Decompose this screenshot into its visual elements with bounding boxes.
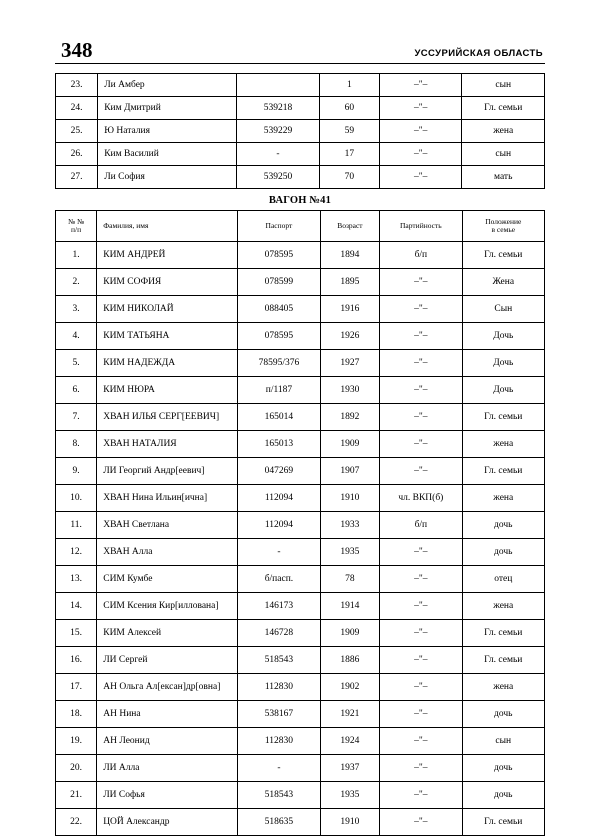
column-header-position-line2: в семье xyxy=(491,225,516,234)
row-age: 1909 xyxy=(320,431,380,458)
table-row xyxy=(56,350,545,377)
table-row xyxy=(56,296,545,323)
row-number: 11. xyxy=(56,512,97,539)
row-age: 1914 xyxy=(320,593,380,620)
row-party: –"– xyxy=(380,323,462,350)
row-age: 1886 xyxy=(320,647,380,674)
row-party: –"– xyxy=(380,377,462,404)
row-age: 1916 xyxy=(320,296,380,323)
row-name: ХВАН ИЛЬЯ СЕРГ[ЕЕВИЧ] xyxy=(97,404,238,431)
row-passport: 146728 xyxy=(238,620,320,647)
table-row xyxy=(56,485,545,512)
row-position: мать xyxy=(462,166,545,189)
column-header-number-line1: № № xyxy=(68,216,85,226)
row-number: 27. xyxy=(56,166,98,189)
table-row xyxy=(56,458,545,485)
row-name: АН Леонид xyxy=(97,728,238,755)
row-position: жена xyxy=(462,593,544,620)
row-number: 22. xyxy=(56,809,97,836)
column-header-number xyxy=(56,211,97,242)
row-age: 1935 xyxy=(320,539,380,566)
row-number: 2. xyxy=(56,269,97,296)
continued-roster-table xyxy=(55,73,545,189)
row-position: Гл. семьи xyxy=(462,242,544,269)
row-name: ЛИ Сергей xyxy=(97,647,238,674)
row-passport: 146173 xyxy=(238,593,320,620)
page-header xyxy=(55,40,545,61)
row-position: жена xyxy=(462,674,544,701)
page-number: 348 xyxy=(61,38,93,62)
table-row xyxy=(56,97,545,120)
row-number: 23. xyxy=(56,74,98,97)
row-passport: 078595 xyxy=(238,242,320,269)
row-age: 1895 xyxy=(320,269,380,296)
table-row xyxy=(56,242,545,269)
row-party: –"– xyxy=(380,674,462,701)
row-number: 9. xyxy=(56,458,97,485)
row-position: дочь xyxy=(462,512,544,539)
table-row xyxy=(56,74,545,97)
row-position: дочь xyxy=(462,782,544,809)
table-row xyxy=(56,620,545,647)
row-number: 14. xyxy=(56,593,97,620)
row-party: чл. ВКП(б) xyxy=(380,485,462,512)
row-passport: 165013 xyxy=(238,431,320,458)
row-party: –"– xyxy=(380,593,462,620)
table-row xyxy=(56,782,545,809)
row-passport: 112830 xyxy=(238,728,320,755)
row-age: 1902 xyxy=(320,674,380,701)
row-party: –"– xyxy=(380,296,462,323)
row-passport: 078599 xyxy=(238,269,320,296)
row-passport: 518543 xyxy=(238,647,320,674)
wagon-roster-body xyxy=(56,242,545,836)
row-passport: 538167 xyxy=(238,701,320,728)
row-number: 20. xyxy=(56,755,97,782)
header-rule xyxy=(55,63,545,64)
row-passport: 539218 xyxy=(237,97,320,120)
row-number: 16. xyxy=(56,647,97,674)
row-party: –"– xyxy=(380,809,462,836)
row-number: 4. xyxy=(56,323,97,350)
row-age: 1894 xyxy=(320,242,380,269)
row-party: –"– xyxy=(380,431,462,458)
row-party: –"– xyxy=(379,120,462,143)
row-party: б/п xyxy=(380,512,462,539)
row-age: 1910 xyxy=(320,809,380,836)
row-position: дочь xyxy=(462,701,544,728)
row-number: 19. xyxy=(56,728,97,755)
row-passport: 539250 xyxy=(237,166,320,189)
row-name: ХВАН Нина Ильин[ична] xyxy=(97,485,238,512)
row-age: 1927 xyxy=(320,350,380,377)
row-position: сын xyxy=(462,74,545,97)
row-position: Гл. семьи xyxy=(462,809,544,836)
row-number: 7. xyxy=(56,404,97,431)
row-number: 13. xyxy=(56,566,97,593)
row-number: 12. xyxy=(56,539,97,566)
row-passport: - xyxy=(238,755,320,782)
row-party: –"– xyxy=(379,74,462,97)
row-party: –"– xyxy=(380,539,462,566)
row-number: 25. xyxy=(56,120,98,143)
row-party: –"– xyxy=(380,620,462,647)
row-party: –"– xyxy=(379,97,462,120)
row-position: Сын xyxy=(462,296,544,323)
row-name: АН Нина xyxy=(97,701,238,728)
row-party: –"– xyxy=(380,458,462,485)
row-age: 1930 xyxy=(320,377,380,404)
row-number: 21. xyxy=(56,782,97,809)
row-position: сын xyxy=(462,728,544,755)
column-header-age: Возраст xyxy=(320,211,380,242)
table-row xyxy=(56,674,545,701)
row-age: 17 xyxy=(319,143,379,166)
row-number: 8. xyxy=(56,431,97,458)
row-age: 1 xyxy=(319,74,379,97)
row-age: 59 xyxy=(319,120,379,143)
row-party: –"– xyxy=(380,701,462,728)
table-row xyxy=(56,647,545,674)
row-position: сын xyxy=(462,143,545,166)
row-position: Дочь xyxy=(462,323,544,350)
row-position: Гл. семьи xyxy=(462,458,544,485)
row-name: ЦОЙ Александр xyxy=(97,809,238,836)
table-row xyxy=(56,701,545,728)
row-number: 26. xyxy=(56,143,98,166)
row-party: –"– xyxy=(380,782,462,809)
row-passport xyxy=(237,74,320,97)
row-party: –"– xyxy=(380,350,462,377)
row-position: жена xyxy=(462,485,544,512)
row-name: ЛИ Георгий Андр[еевич] xyxy=(97,458,238,485)
row-position: дочь xyxy=(462,755,544,782)
row-position: дочь xyxy=(462,539,544,566)
table-row xyxy=(56,728,545,755)
wagon-title: ВАГОН №41 xyxy=(268,195,332,206)
column-header-party: Партийность xyxy=(380,211,462,242)
row-passport: - xyxy=(237,143,320,166)
row-party: –"– xyxy=(380,404,462,431)
row-name: Ли София xyxy=(98,166,237,189)
column-header-name: Фамилия, имя xyxy=(97,211,238,242)
row-party: –"– xyxy=(380,566,462,593)
row-passport: 539229 xyxy=(237,120,320,143)
row-position: Гл. семьи xyxy=(462,620,544,647)
row-passport: б/пасп. xyxy=(238,566,320,593)
row-name: Ким Дмитрий xyxy=(98,97,237,120)
row-name: КИМ Алексей xyxy=(97,620,238,647)
row-number: 24. xyxy=(56,97,98,120)
row-name: КИМ СОФИЯ xyxy=(97,269,238,296)
column-header-number-line2: п/п xyxy=(71,225,82,234)
row-name: КИМ НЮРА xyxy=(97,377,238,404)
row-party: –"– xyxy=(380,269,462,296)
row-name: КИМ ТАТЬЯНА xyxy=(97,323,238,350)
row-name: ХВАН Светлана xyxy=(97,512,238,539)
row-name: ЛИ Софья xyxy=(97,782,238,809)
table-row xyxy=(56,323,545,350)
row-number: 1. xyxy=(56,242,97,269)
running-head: УССУРИЙСКАЯ ОБЛАСТЬ xyxy=(414,48,543,59)
row-passport: - xyxy=(238,539,320,566)
table-row xyxy=(56,755,545,782)
row-name: ХВАН НАТАЛИЯ xyxy=(97,431,238,458)
row-name: СИМ Кумбе xyxy=(97,566,238,593)
row-age: 60 xyxy=(319,97,379,120)
row-name: ЛИ Алла xyxy=(97,755,238,782)
row-number: 6. xyxy=(56,377,97,404)
table-row xyxy=(56,539,545,566)
row-name: Ю Наталия xyxy=(98,120,237,143)
row-age: 1909 xyxy=(320,620,380,647)
table-row xyxy=(56,269,545,296)
row-number: 18. xyxy=(56,701,97,728)
row-age: 1933 xyxy=(320,512,380,539)
row-age: 1935 xyxy=(320,782,380,809)
column-header-position-line1: Положение xyxy=(485,216,522,226)
table-row xyxy=(56,431,545,458)
row-name: КИМ АНДРЕЙ xyxy=(97,242,238,269)
row-position: жена xyxy=(462,431,544,458)
row-position: Гл. семьи xyxy=(462,647,544,674)
row-name: ХВАН Алла xyxy=(97,539,238,566)
continued-roster-body xyxy=(56,74,545,189)
table-row xyxy=(56,143,545,166)
row-age: 1892 xyxy=(320,404,380,431)
row-position: отец xyxy=(462,566,544,593)
row-number: 10. xyxy=(56,485,97,512)
row-passport: 78595/376 xyxy=(238,350,320,377)
row-age: 1907 xyxy=(320,458,380,485)
row-party: б/п xyxy=(380,242,462,269)
table-row xyxy=(56,593,545,620)
row-age: 1921 xyxy=(320,701,380,728)
row-name: КИМ НИКОЛАЙ xyxy=(97,296,238,323)
row-passport: 518543 xyxy=(238,782,320,809)
row-number: 5. xyxy=(56,350,97,377)
table-row xyxy=(56,120,545,143)
row-age: 78 xyxy=(320,566,380,593)
table-row xyxy=(56,512,545,539)
column-header-position xyxy=(462,211,544,242)
row-position: Гл. семьи xyxy=(462,97,545,120)
row-age: 1937 xyxy=(320,755,380,782)
row-age: 1924 xyxy=(320,728,380,755)
row-name: Ли Амбер xyxy=(98,74,237,97)
table-row xyxy=(56,404,545,431)
row-age: 1926 xyxy=(320,323,380,350)
row-number: 17. xyxy=(56,674,97,701)
table-row xyxy=(56,377,545,404)
column-header-passport: Паспорт xyxy=(238,211,320,242)
row-passport: 078595 xyxy=(238,323,320,350)
row-party: –"– xyxy=(379,166,462,189)
row-position: жена xyxy=(462,120,545,143)
row-number: 3. xyxy=(56,296,97,323)
wagon-roster-table xyxy=(55,210,545,836)
row-passport: 047269 xyxy=(238,458,320,485)
row-passport: п/1187 xyxy=(238,377,320,404)
row-passport: 112830 xyxy=(238,674,320,701)
row-party: –"– xyxy=(380,647,462,674)
table-row xyxy=(56,809,545,836)
row-passport: 165014 xyxy=(238,404,320,431)
table-row xyxy=(56,566,545,593)
row-party: –"– xyxy=(380,728,462,755)
row-name: Ким Василий xyxy=(98,143,237,166)
row-passport: 112094 xyxy=(238,512,320,539)
row-name: СИМ Ксения Кир[иллована] xyxy=(97,593,238,620)
row-name: КИМ НАДЕЖДА xyxy=(97,350,238,377)
row-passport: 088405 xyxy=(238,296,320,323)
row-passport: 518635 xyxy=(238,809,320,836)
row-party: –"– xyxy=(380,755,462,782)
table-row xyxy=(56,166,545,189)
row-age: 1910 xyxy=(320,485,380,512)
table-header-row xyxy=(56,211,545,242)
row-position: Гл. семьи xyxy=(462,404,544,431)
row-party: –"– xyxy=(379,143,462,166)
row-number: 15. xyxy=(56,620,97,647)
row-position: Дочь xyxy=(462,350,544,377)
wagon-roster-head xyxy=(56,211,545,242)
row-passport: 112094 xyxy=(238,485,320,512)
row-age: 70 xyxy=(319,166,379,189)
row-name: АН Ольга Ал[ексан]др[овна] xyxy=(97,674,238,701)
row-position: Дочь xyxy=(462,377,544,404)
row-position: Жена xyxy=(462,269,544,296)
